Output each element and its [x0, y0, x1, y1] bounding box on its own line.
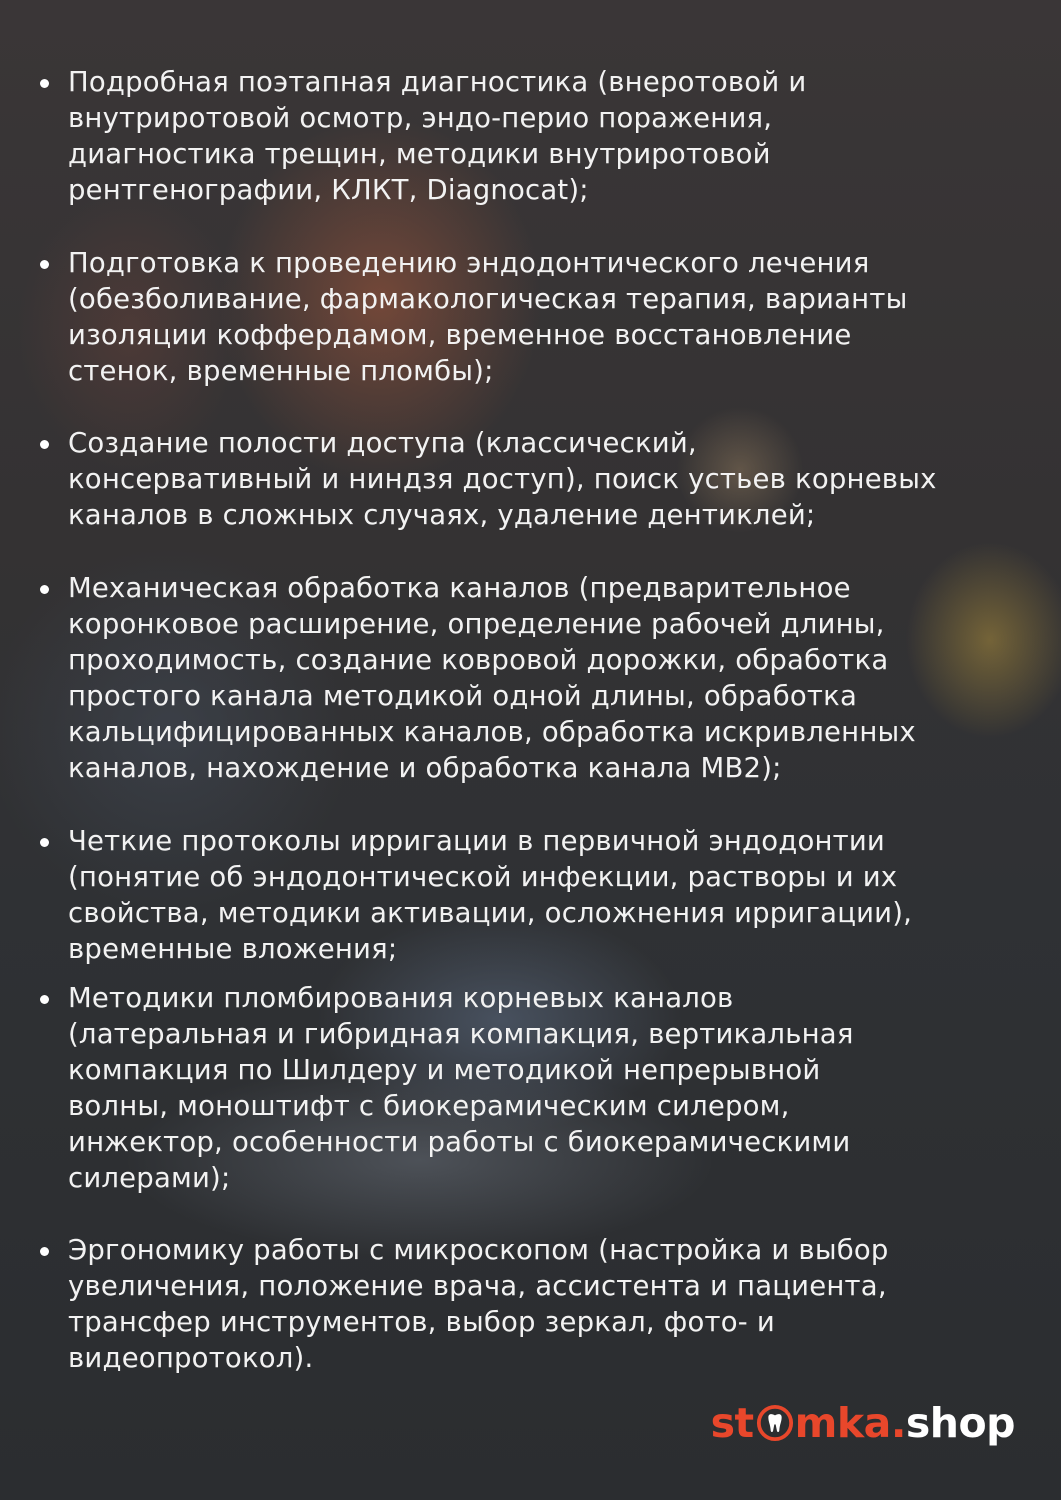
list-item-text: Эргономику работы с микроскопом (настройка и выбор увеличения, положение врача, ассистента и пациента, трансфер инструментов, выбор зеркал, фото- и видеопротокол). — [68, 1234, 889, 1374]
list-item-text: Механическая обработка каналов (предварительное коронковое расширение, определение рабочей длины, проходимость, создание ковровой дорожки, обработка простого канала методикой одной длины, обработка кальцифицированных каналов, обработка искривленных каналов, нахождение и обработка канала MB2); — [68, 572, 916, 784]
bullet-dot — [40, 79, 49, 88]
list-item-text: Четкие протоколы ирригации в первичной эндодонтии (понятие об эндодонтической инфекции, растворы и их свойства, методики активации, осложнения ирригации), временные вложения; — [68, 825, 913, 965]
list-item-text: Подготовка к проведению эндодонтического лечения (обезболивание, фармакологическая терапия, варианты изоляции коффердамом, временное восстановление стенок, временные пломбы); — [68, 247, 908, 387]
list-item — [40, 570, 1040, 786]
logo-text-shop: shop — [905, 1399, 1015, 1447]
bullet-dot — [40, 440, 49, 449]
bullet-dot — [40, 260, 49, 269]
bullet-dot — [40, 585, 49, 594]
stomka-shop-logo — [711, 1396, 1015, 1450]
list-item — [40, 245, 1040, 389]
list-item-text: Создание полости доступа (классический, консервативный и ниндзя доступ), поиск устьев корневых каналов в сложных случаях, удаление дентиклей; — [68, 427, 937, 531]
logo-text-st: st — [710, 1399, 754, 1447]
logo-text-mka: mka — [794, 1399, 891, 1447]
list-item — [40, 1232, 1040, 1376]
tooth-icon — [756, 1404, 794, 1442]
logo-text-dot: . — [890, 1399, 906, 1447]
list-item — [40, 823, 1040, 967]
bullet-dot — [40, 838, 49, 847]
bullet-dot — [40, 1247, 49, 1256]
bullet-dot — [40, 995, 49, 1004]
list-item — [40, 980, 1040, 1196]
list-item-text: Методики пломбирования корневых каналов (латеральная и гибридная компакция, вертикальная компакция по Шилдеру и методикой непрерывной волны, моноштифт с биокерамическим силером, инжектор, особенности работы с биокерамическими силерами); — [68, 982, 854, 1194]
list-item — [40, 64, 1040, 208]
list-item — [40, 425, 1040, 533]
list-item-text: Подробная поэтапная диагностика (внеротовой и внутриротовой осмотр, эндо-перио поражения, диагностика трещин, методики внутриротовой рентгенографии, КЛКТ, Diagnocat); — [68, 66, 807, 206]
